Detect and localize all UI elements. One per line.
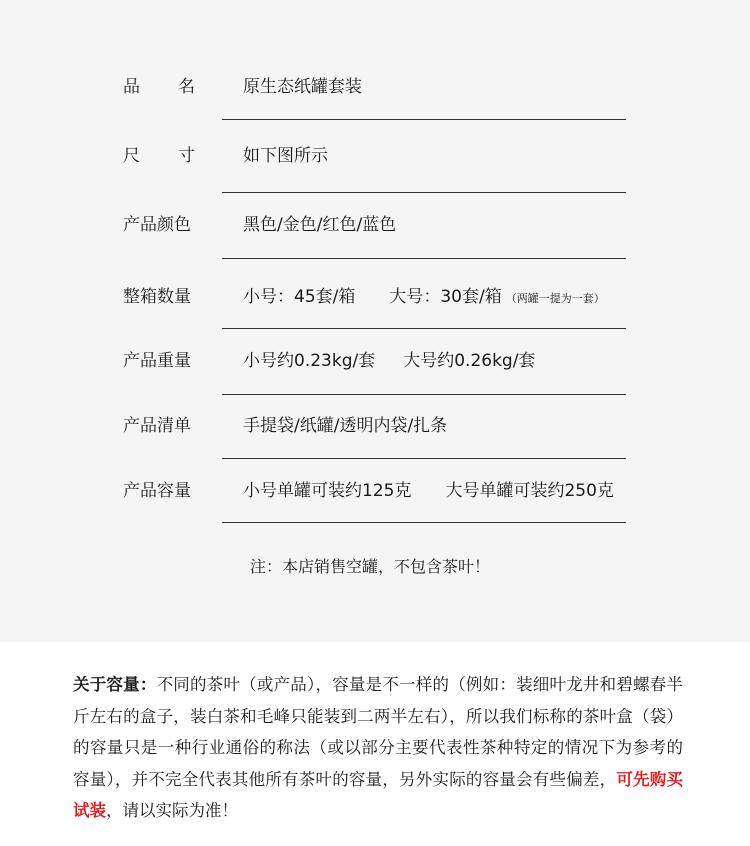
label-size — [123, 145, 195, 167]
value-box-quantity-note: （两罐一提为一套） — [505, 292, 605, 305]
divider — [222, 394, 626, 395]
divider — [222, 522, 626, 523]
label-size-char1: 尺 — [123, 146, 140, 166]
label-box-quantity: 整箱数量 — [123, 287, 191, 307]
divider — [222, 328, 626, 329]
label-weight: 产品重量 — [123, 351, 191, 371]
value-capacity — [243, 480, 614, 502]
label-color: 产品颜色 — [123, 215, 191, 235]
label-contents: 产品清单 — [123, 416, 191, 436]
capacity-explanation — [73, 669, 683, 827]
capacity-heading: 关于容量： — [73, 675, 157, 694]
value-capacity-small: 小号单罐可装约125克 — [243, 481, 412, 501]
divider — [222, 119, 626, 120]
label-product-name-char2: 名 — [178, 77, 195, 97]
capacity-body: 不同的茶叶（或产品），容量是不一样的（例如：装细叶龙井和碧螺春半斤左右的盒子，装白茶和毛峰只能装到二两半左右），所以我们标称的茶叶盒（袋）的容量只是一种行业通俗的称法（或以部分主要代表性茶种特定的情况下为参考的容量），并不完全代表其他所有茶叶的容量，另外实际的容量会有些偏差， — [73, 675, 684, 789]
value-weight-small: 小号约0.23kg/套 — [243, 351, 376, 371]
value-contents: 手提袋/纸罐/透明内袋/扎条 — [243, 416, 448, 436]
label-product-name — [123, 76, 195, 98]
capacity-tail: ，请以实际为准！ — [106, 801, 238, 820]
value-box-quantity — [243, 286, 605, 310]
value-box-quantity-large: 大号：30套/箱 — [389, 287, 502, 307]
value-weight — [243, 350, 535, 372]
value-size: 如下图所示 — [243, 146, 328, 166]
divider — [222, 258, 626, 259]
divider — [222, 458, 626, 459]
divider — [222, 192, 626, 193]
empty-jar-notice: 注：本店销售空罐，不包含茶叶！ — [250, 557, 491, 576]
value-weight-large: 大号约0.26kg/套 — [403, 351, 536, 371]
label-size-char2: 寸 — [178, 146, 195, 166]
label-product-name-char1: 品 — [123, 77, 140, 97]
value-box-quantity-small: 小号：45套/箱 — [243, 287, 356, 307]
label-capacity: 产品容量 — [123, 481, 191, 501]
value-capacity-large: 大号单罐可装约250克 — [445, 481, 614, 501]
value-product-name: 原生态纸罐套装 — [243, 77, 362, 97]
value-color: 黑色/金色/红色/蓝色 — [243, 215, 397, 235]
trial-purchase-highlight: 可先购买试装 — [73, 769, 684, 820]
